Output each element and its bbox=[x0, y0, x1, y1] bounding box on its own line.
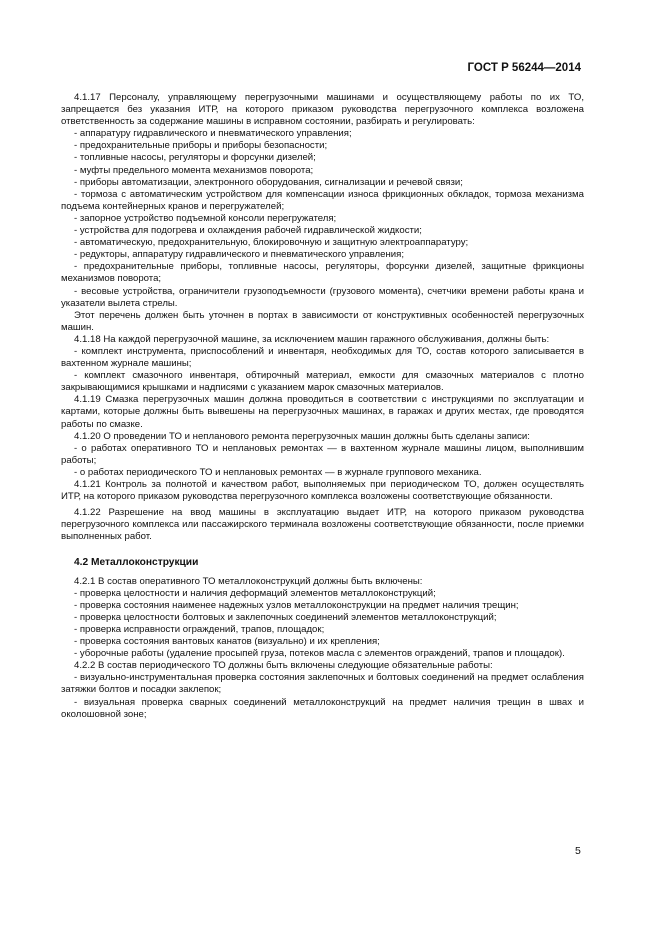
list-item: - устройства для подогрева и охлаждения рабочей гидравлической жидкости; bbox=[74, 225, 422, 237]
paragraph: 4.1.20 О проведении ТО и непланового ремонта перегрузочных машин должны быть сделаны записи: bbox=[74, 430, 530, 442]
list-item: - уборочные работы (удаление просыпей груза, потеков масла с элементов ограждений, трапов и площадок). bbox=[74, 648, 565, 660]
list-item: - проверка целостности и наличия деформаций элементов металлоконструкций; bbox=[74, 587, 436, 599]
paragraph: 4.1.21 Контроль за полнотой и качеством работ, выполняемых при периодическом ТО, должен осуществлять ИТР, на которого приказом руководства перегрузочного комплекса возложены соответствующие обязанности. bbox=[61, 479, 584, 503]
list-item: - проверка состояния вантовых канатов (визуально) и их крепления; bbox=[74, 636, 380, 648]
list-item: - проверка состояния наименее надежных узлов металлоконструкции на предмет наличия трещин; bbox=[74, 599, 519, 611]
page-number: 5 bbox=[575, 845, 581, 857]
paragraph: 4.2.1 В состав оперативного ТО металлоконструкций должны быть включены: bbox=[74, 575, 423, 587]
list-item: - весовые устройства, ограничители грузоподъемности (грузового момента), счетчики времени работы крана и указатели вылета стрелы. bbox=[61, 285, 584, 309]
list-item: - автоматическую, предохранительную, блокировочную и защитную электроаппаратуру; bbox=[74, 237, 469, 249]
list-item: - о работах периодического ТО и неплановых ремонтах — в журнале группового механика. bbox=[74, 466, 482, 478]
list-item: - тормоза с автоматическим устройством для компенсации износа фрикционных обкладок, тормоза механизма подъема контейнерных кранов и перегружателей; bbox=[61, 188, 584, 212]
list-item: - предохранительные приборы и приборы безопасности; bbox=[74, 140, 328, 152]
document-id: ГОСТ Р 56244—2014 bbox=[467, 62, 581, 74]
list-item: - проверка целостности болтовых и заклепочных соединений элементов металлоконструкций; bbox=[74, 611, 497, 623]
paragraph: 4.1.19 Смазка перегрузочных машин должна проводиться в соответствии с инструкциями по эксплуатации и картами, которые должны быть вывешены на перегрузочных машинах, в гаражах и других местах, где проводятся работы по смазке. bbox=[61, 394, 584, 430]
list-item: - визуально-инструментальная проверка состояния заклепочных и болтовых соединений на предмет ослабления затяжки болтов и посадки заклепок; bbox=[61, 672, 584, 696]
list-item: - аппаратуру гидравлического и пневматического управления; bbox=[74, 128, 352, 140]
list-item: - комплект смазочного инвентаря, обтирочный материал, емкости для смазочных материалов с плотно закрывающимися крышками и надписями с указанием марок смазочных материалов. bbox=[61, 370, 584, 394]
paragraph: Этот перечень должен быть уточнен в портах в зависимости от конструктивных особенностей перегрузочных машин. bbox=[61, 309, 584, 333]
list-item: - редукторы, аппаратуру гидравлического и пневматического управления; bbox=[74, 249, 404, 261]
list-item: - предохранительные приборы, топливные насосы, регуляторы, форсунки дизелей, защитные фрикционы механизмов поворота; bbox=[61, 261, 584, 285]
list-item: - визуальная проверка сварных соединений металлоконструкций на предмет наличия трещин в швах и околошовной зоне; bbox=[61, 696, 584, 720]
paragraph: 4.2.2 В состав периодического ТО должны быть включены следующие обязательные работы: bbox=[74, 660, 493, 672]
section-heading: 4.2 Металлоконструкции bbox=[74, 557, 199, 569]
list-item: - проверка исправности ограждений, трапов, площадок; bbox=[74, 623, 325, 635]
list-item: - муфты предельного момента механизмов поворота; bbox=[74, 164, 314, 176]
list-item: - о работах оперативного ТО и неплановых ремонтах — в вахтенном журнале машины лицом, выполнившим работы; bbox=[61, 442, 584, 466]
paragraph: 4.1.18 На каждой перегрузочной машине, за исключением машин гаражного обслуживания, должны быть: bbox=[74, 333, 550, 345]
paragraph: 4.1.17 Персоналу, управляющему перегрузочными машинами и осуществляющему работы по их ТО, запрещается без указания ИТР, на которого приказом руководства перегрузочного комплекса возложена ответственность за содержание машины в исправном состоянии, разбирать и регулировать: bbox=[61, 92, 584, 128]
list-item: - приборы автоматизации, электронного оборудования, сигнализации и речевой связи; bbox=[74, 176, 463, 188]
list-item: - комплект инструмента, приспособлений и инвентаря, необходимых для ТО, состав которого записывается в вахтенном журнале машины; bbox=[61, 345, 584, 370]
document-body bbox=[61, 92, 584, 721]
paragraph: 4.1.22 Разрешение на ввод машины в эксплуатацию выдает ИТР, на которого приказом руководства перегрузочного комплекса или пассажирского терминала возложены соответствующие обязанности, после приемки выполненных работ. bbox=[61, 507, 584, 543]
list-item: - топливные насосы, регуляторы и форсунки дизелей; bbox=[74, 152, 316, 164]
list-item: - запорное устройство подъемной консоли перегружателя; bbox=[74, 212, 337, 224]
